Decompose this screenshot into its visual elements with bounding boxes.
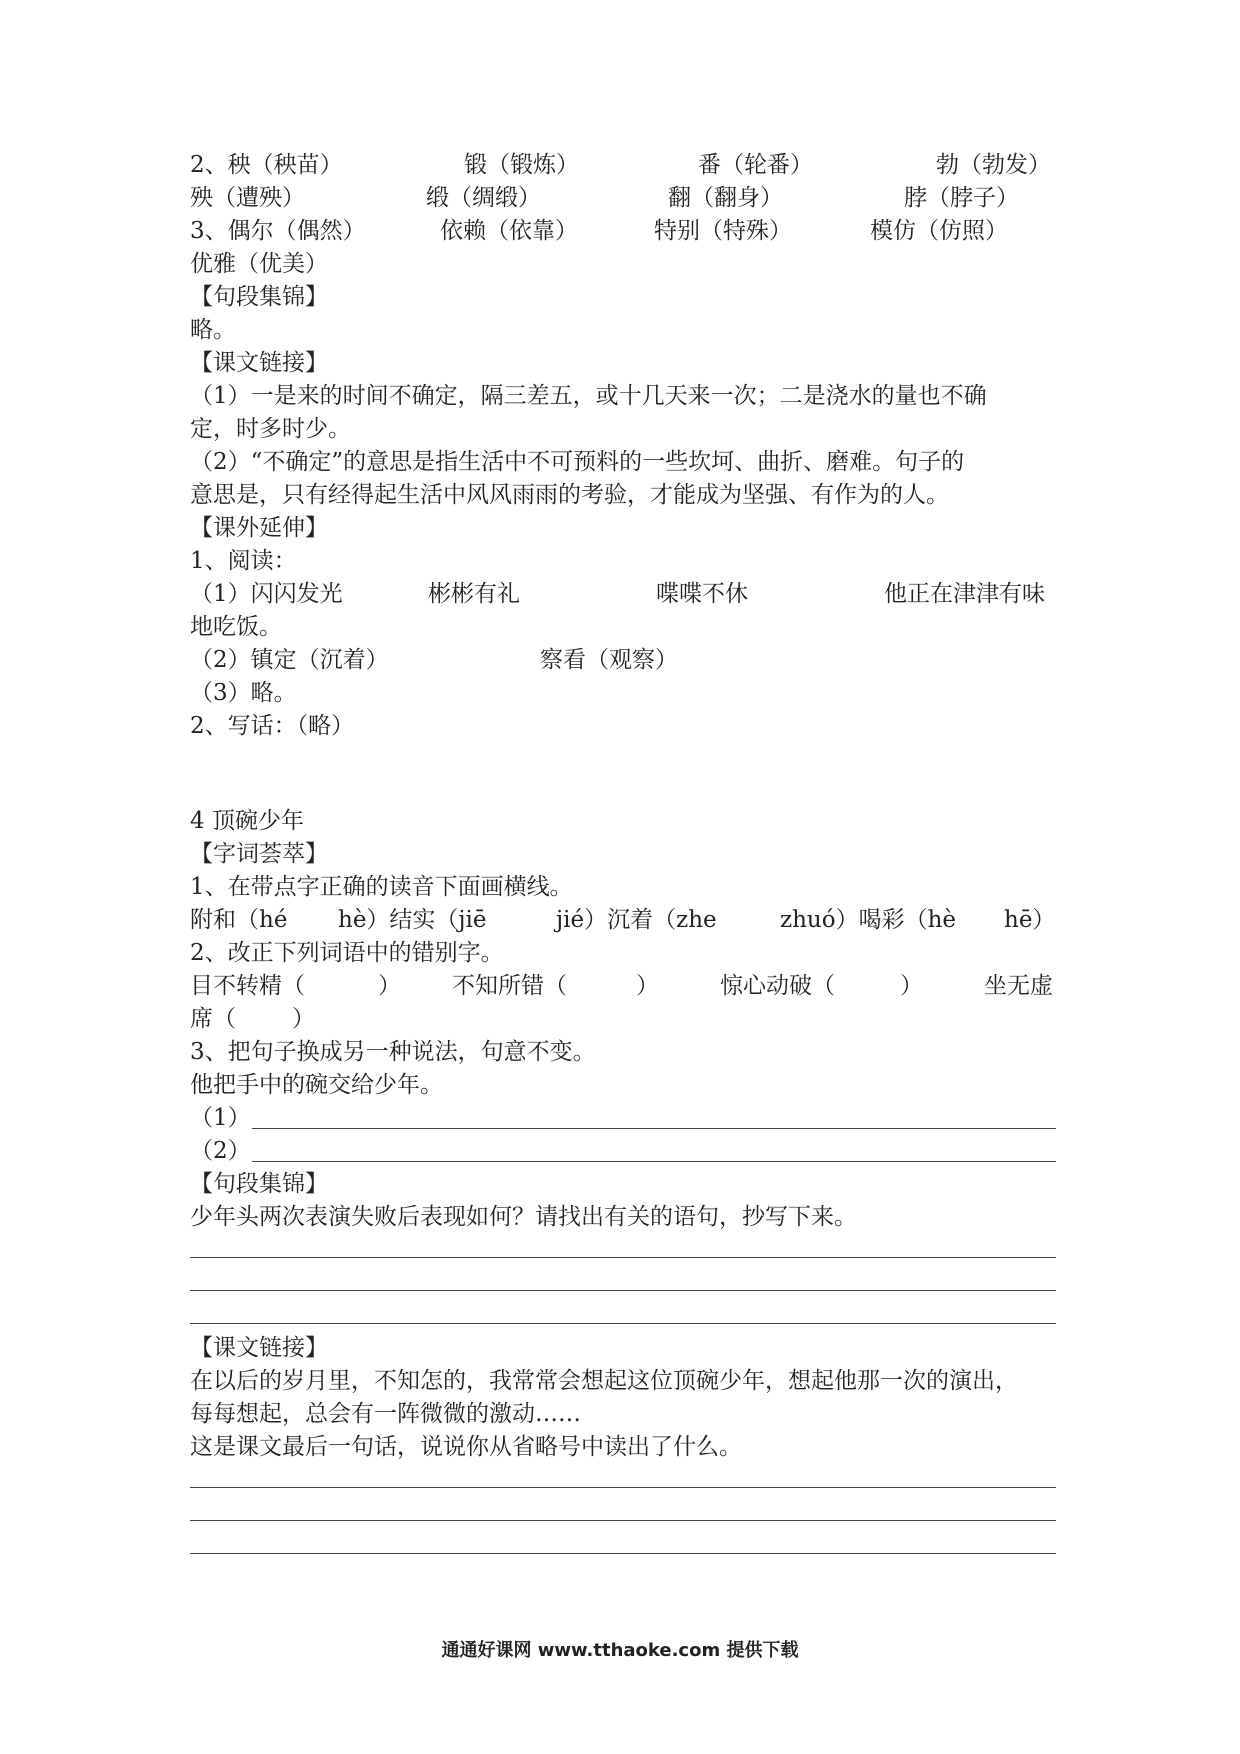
question: 2、改正下列词语中的错别字。 [190, 940, 504, 966]
word-pair: 翻（翻身） [668, 185, 783, 211]
typo-item: 席（ [190, 1006, 236, 1032]
paragraph: （1）一是来的时间不确定，隔三差五，或十几天来一次；二是浇水的量也不确 [190, 383, 987, 409]
answer-row-3b: 优雅（优美） [190, 251, 328, 277]
word-pair: 脖（脖子） [904, 185, 1019, 211]
paragraph: 2、写话：（略） [190, 713, 355, 739]
paragraph: 略。 [190, 317, 236, 343]
paragraph: 定，时多时少。 [190, 416, 351, 442]
bracket: ） [378, 973, 401, 999]
pinyin-item: hē） [1004, 907, 1056, 933]
pinyin-item: hè）结实（jiē [338, 907, 487, 933]
word-pair: 3、偶尔（偶然） [190, 218, 366, 244]
answer-item: 他正在津津有味 [884, 581, 1045, 607]
word-pair: 殃（遭殃） [190, 185, 305, 211]
section-heading: 【句段集锦】 [190, 1171, 328, 1197]
answer-item: （2）镇定（沉着） [190, 647, 389, 673]
pinyin-item: 附和（hé [190, 907, 288, 933]
lesson-title: 4 顶碗少年 [190, 808, 304, 834]
answer-item: 喋喋不休 [656, 581, 748, 607]
word-pair: 2、秧（秧苗） [190, 152, 343, 178]
word-pair: 缎（绸缎） [426, 185, 541, 211]
paragraph: 每每想起，总会有一阵微微的激动…… [190, 1401, 581, 1427]
word-pair: 番（轮番） [698, 152, 813, 178]
section-heading: 【课文链接】 [190, 1335, 328, 1361]
question: 这是课文最后一句话，说说你从省略号中读出了什么。 [190, 1434, 742, 1460]
word-pair: 锻（锻炼） [464, 152, 579, 178]
word-pair: 勃（勃发） [936, 152, 1051, 178]
answer-line[interactable] [252, 1161, 1056, 1162]
paragraph: 地吃饭。 [190, 614, 282, 640]
paragraph: （2）“不确定”的意思是指生活中不可预料的一些坎坷、曲折、磨难。句子的 [190, 449, 965, 475]
answer-line[interactable] [190, 1323, 1056, 1324]
question: 1、在带点字正确的读音下面画横线。 [190, 874, 573, 900]
question: 少年头两次表演失败后表现如何？请找出有关的语句，抄写下来。 [190, 1204, 857, 1230]
typo-item: 坐无虚 [984, 973, 1053, 999]
answer-item: （1）闪闪发光 [190, 581, 343, 607]
section-heading: 【字词荟萃】 [190, 841, 328, 867]
section-heading: 【课外延伸】 [190, 515, 328, 541]
paragraph: 在以后的岁月里，不知怎的，我常常会想起这位顶碗少年，想起他那一次的演出， [190, 1368, 1018, 1394]
pinyin-item: zhuó）喝彩（hè [780, 907, 957, 933]
typo-item: 惊心动破（ [720, 973, 835, 999]
answer-item: 彬彬有礼 [428, 581, 520, 607]
section-heading: 【句段集锦】 [190, 284, 328, 310]
pinyin-item: jié）沉着（zhe [556, 907, 717, 933]
answer-line[interactable] [190, 1257, 1056, 1258]
answer-line[interactable] [190, 1520, 1056, 1521]
answer-item: 察看（观察） [540, 647, 678, 673]
typo-item: 不知所错（ [452, 973, 567, 999]
blank-label: （1） [190, 1105, 251, 1131]
answer-line[interactable] [252, 1128, 1056, 1129]
answer-line[interactable] [190, 1487, 1056, 1488]
page-footer: 通通好课网 www.tthaoke.com 提供下载 [441, 1640, 799, 1661]
sentence: 他把手中的碗交给少年。 [190, 1072, 443, 1098]
question: 3、把句子换成另一种说法，句意不变。 [190, 1039, 596, 1065]
typo-item: 目不转精（ [190, 973, 305, 999]
bracket: ） [900, 973, 923, 999]
section-heading: 【课文链接】 [190, 350, 328, 376]
answer-line[interactable] [190, 1290, 1056, 1291]
word-pair: 模仿（仿照） [870, 218, 1008, 244]
word-pair: 特别（特殊） [654, 218, 792, 244]
answer-line[interactable] [190, 1553, 1056, 1554]
word-pair: 依赖（依靠） [440, 218, 578, 244]
blank-label: （2） [190, 1138, 251, 1164]
paragraph: 1、阅读： [190, 548, 297, 574]
paragraph: 意思是，只有经得起生活中风风雨雨的考验，才能成为坚强、有作为的人。 [190, 482, 949, 508]
bracket: ） [636, 973, 659, 999]
paragraph: （3）略。 [190, 680, 297, 706]
bracket: ） [292, 1006, 315, 1032]
